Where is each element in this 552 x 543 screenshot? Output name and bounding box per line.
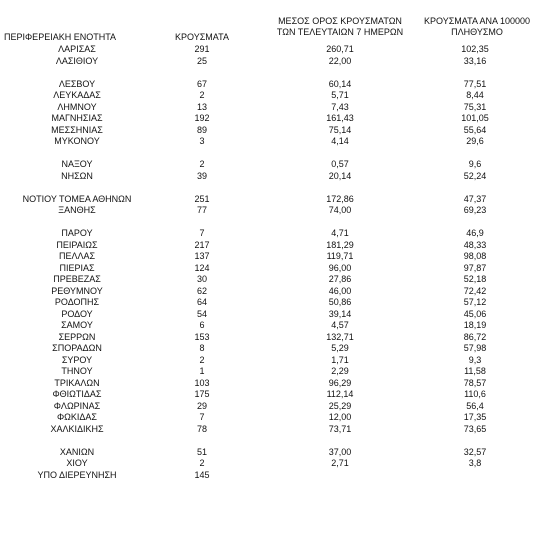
cases-cell: 64 [196, 297, 207, 307]
per-100k-cell: 3,8 [468, 458, 482, 468]
header-seven-day-average [270, 16, 410, 38]
header-avg-line1: ΜΕΣΟΣ ΟΡΟΣ ΚΡΟΥΣΜΑΤΩΝ [278, 16, 402, 26]
average-cell: 161,43 [326, 113, 354, 123]
table-row [0, 286, 552, 298]
cases-cell: 2 [199, 354, 205, 365]
header-avg-line2: ΤΩΝ ΤΕΛΕΥΤΑΙΩΝ 7 ΗΜΕΡΩΝ [276, 27, 404, 37]
table-row [0, 205, 552, 217]
region-cell: ΣΠΟΡΑΔΩΝ [52, 343, 102, 353]
cases-cell: 251 [194, 193, 210, 204]
average-cell: 75,14 [328, 124, 352, 135]
table-row [0, 240, 552, 252]
per-100k-cell: 78,57 [463, 377, 487, 388]
table-row [0, 251, 552, 263]
table-row [0, 320, 552, 332]
per-100k-cell: 101,05 [461, 113, 489, 123]
cases-cell: 25 [196, 55, 207, 66]
region-cell: ΛΕΣΒΟΥ [58, 78, 96, 89]
cases-cell: 291 [194, 44, 210, 54]
average-cell: 12,00 [328, 412, 352, 422]
region-cell: ΦΛΩΡΙΝΑΣ [53, 400, 101, 411]
average-cell: 5,29 [331, 343, 349, 353]
average-cell: 119,71 [326, 251, 354, 261]
cases-cell: 124 [194, 262, 210, 273]
table-row [0, 113, 552, 125]
average-cell: 172,86 [326, 193, 354, 204]
table-row [0, 44, 552, 56]
table-row [0, 56, 552, 68]
cases-cell: 2 [199, 90, 205, 100]
region-cell: ΣΕΡΡΩΝ [58, 331, 96, 342]
per-100k-cell: 46,9 [466, 228, 484, 238]
per-100k-cell: 18,19 [463, 320, 487, 330]
average-cell: 7,43 [331, 101, 349, 112]
table-row [0, 228, 552, 240]
per-100k-cell: 9,3 [468, 354, 482, 365]
region-cell: ΛΑΣΙΘΙΟΥ [55, 55, 99, 66]
table-row [0, 389, 552, 401]
region-cell: ΣΥΡΟΥ [61, 354, 93, 365]
per-100k-cell: 29,6 [466, 136, 484, 146]
table-row [0, 171, 552, 183]
table-row [0, 412, 552, 424]
cases-cell: 7 [199, 228, 205, 238]
table-row [0, 263, 552, 275]
per-100k-cell: 8,44 [466, 90, 484, 100]
per-100k-cell: 57,98 [463, 343, 487, 353]
per-100k-cell: 33,16 [463, 55, 487, 66]
cases-cell: 7 [199, 412, 205, 422]
table-row [0, 136, 552, 148]
cases-cell: 103 [194, 377, 210, 388]
average-cell: 39,14 [328, 308, 352, 319]
cases-cell: 1 [199, 366, 205, 376]
region-cell: ΠΕΛΛΑΣ [58, 251, 96, 261]
region-cell: ΧΑΛΚΙΔΙΚΗΣ [50, 423, 104, 434]
per-100k-cell: 56,4 [466, 400, 484, 411]
table-row [0, 309, 552, 321]
cases-cell: 30 [196, 274, 207, 284]
row-spacer [0, 217, 552, 229]
average-cell: 260,71 [326, 44, 354, 54]
row-spacer [0, 182, 552, 194]
per-100k-cell: 55,64 [463, 124, 487, 135]
table-row [0, 274, 552, 286]
cases-cell: 2 [199, 159, 205, 169]
average-cell: 22,00 [328, 55, 352, 66]
table-row [0, 102, 552, 114]
per-100k-cell: 69,23 [463, 205, 487, 215]
average-cell: 4,14 [331, 136, 349, 146]
average-cell: 112,14 [326, 389, 354, 399]
average-cell: 181,29 [326, 239, 354, 250]
per-100k-cell: 77,51 [463, 78, 487, 89]
average-cell: 4,57 [331, 320, 349, 330]
per-100k-cell: 57,12 [463, 297, 487, 307]
average-cell: 73,71 [328, 423, 352, 434]
average-cell: 74,00 [328, 205, 352, 215]
region-cell: ΞΑΝΘΗΣ [58, 205, 96, 215]
header-per-line2: ΠΛΗΘΥΣΜΟ [451, 27, 503, 37]
table-row [0, 447, 552, 459]
region-cell: ΡΟΔΟΠΗΣ [54, 297, 100, 307]
per-100k-cell: 73,65 [463, 423, 487, 434]
average-cell: 96,29 [328, 377, 352, 388]
per-100k-cell: 47,37 [463, 193, 487, 204]
per-100k-cell: 52,24 [463, 170, 487, 181]
per-100k-cell: 17,35 [463, 412, 487, 422]
per-100k-cell: 72,42 [463, 285, 487, 296]
cases-cell: 3 [199, 136, 205, 146]
average-cell: 132,71 [326, 331, 354, 342]
header-per-line1: ΚΡΟΥΣΜΑΤΑ ΑΝΑ 100000 [424, 16, 530, 26]
region-cell: ΝΑΞΟΥ [61, 159, 93, 169]
average-cell: 60,14 [328, 78, 352, 89]
cases-cell: 13 [196, 101, 207, 112]
average-cell: 2,29 [331, 366, 349, 376]
region-cell: ΣΑΜΟΥ [61, 320, 93, 330]
cases-cell: 192 [194, 113, 210, 123]
average-cell: 0,57 [331, 159, 349, 169]
per-100k-cell: 110,6 [464, 389, 486, 399]
per-100k-cell: 75,31 [463, 101, 487, 112]
table-row [0, 343, 552, 355]
per-100k-cell: 45,06 [463, 308, 487, 319]
region-cell: ΥΠΟ ΔΙΕΡΕΥΝΗΣΗ [37, 469, 117, 480]
cases-cell: 39 [196, 170, 207, 181]
region-cell: ΦΘΙΩΤΙΔΑΣ [52, 389, 102, 399]
per-100k-cell: 32,57 [463, 446, 487, 457]
region-cell: ΧΑΝΙΩΝ [59, 446, 95, 457]
per-100k-cell: 98,08 [463, 251, 487, 261]
table-row [0, 401, 552, 413]
table-row [0, 458, 552, 470]
region-cell: ΧΙΟΥ [66, 458, 88, 468]
header-cases: ΚΡΟΥΣΜΑΤΑ [175, 32, 229, 42]
region-cell: ΠΡΕΒΕΖΑΣ [53, 274, 101, 284]
per-100k-cell: 9,6 [468, 159, 482, 169]
table-body [0, 44, 552, 481]
table-row [0, 470, 552, 482]
cases-cell: 153 [194, 331, 210, 342]
cases-cell: 54 [196, 308, 207, 319]
average-cell: 50,86 [328, 297, 352, 307]
region-cell: ΛΕΥΚΑΔΑΣ [53, 90, 101, 100]
row-spacer [0, 148, 552, 160]
table-row [0, 194, 552, 206]
region-cell: ΝΗΣΩΝ [61, 170, 93, 181]
cases-cell: 8 [199, 343, 205, 353]
average-cell: 4,71 [331, 228, 349, 238]
cases-cell: 217 [194, 239, 210, 250]
per-100k-cell: 11,58 [464, 366, 486, 376]
header-region: ΠΕΡΙΦΕΡΕΙΑΚΗ ΕΝΟΤΗΤΑ [4, 32, 117, 42]
table-row [0, 355, 552, 367]
per-100k-cell: 86,72 [463, 331, 487, 342]
cases-cell: 2 [199, 458, 205, 468]
table-row [0, 159, 552, 171]
average-cell: 20,14 [328, 170, 352, 181]
region-cell: ΠΑΡΟΥ [61, 228, 93, 238]
table-row [0, 125, 552, 137]
per-100k-cell: 97,87 [463, 262, 487, 273]
average-cell: 1,71 [331, 354, 349, 365]
average-cell: 46,00 [328, 285, 352, 296]
cases-cell: 78 [196, 423, 207, 434]
table-row [0, 366, 552, 378]
table-row [0, 332, 552, 344]
per-100k-cell: 48,33 [463, 239, 487, 250]
region-cell: ΤΗΝΟΥ [61, 366, 93, 376]
table-row [0, 378, 552, 390]
cases-cell: 77 [196, 205, 207, 215]
cases-cell: 89 [196, 124, 207, 135]
header-cases-per-100k [410, 16, 544, 38]
cases-cell: 145 [194, 469, 210, 480]
row-spacer [0, 435, 552, 447]
region-cell: ΝΟΤΙΟΥ ΤΟΜΕΑ ΑΘΗΝΩΝ [22, 193, 132, 204]
row-spacer [0, 67, 552, 79]
per-100k-cell: 52,18 [463, 274, 487, 284]
average-cell: 96,00 [328, 262, 352, 273]
region-cell: ΛΗΜΝΟΥ [57, 101, 97, 112]
table-row [0, 79, 552, 91]
average-cell: 25,29 [328, 400, 352, 411]
region-cell: ΠΙΕΡΙΑΣ [59, 262, 95, 273]
table-row [0, 424, 552, 436]
cases-cell: 175 [194, 389, 210, 399]
region-cell: ΤΡΙΚΑΛΩΝ [54, 377, 100, 388]
average-cell: 5,71 [331, 90, 349, 100]
region-cell: ΡΕΘΥΜΝΟΥ [51, 285, 103, 296]
cases-cell: 67 [196, 78, 207, 89]
average-cell: 37,00 [328, 446, 352, 457]
cases-cell: 29 [196, 400, 207, 411]
average-cell: 2,71 [331, 458, 349, 468]
cases-cell: 62 [196, 285, 207, 296]
table-row [0, 297, 552, 309]
region-cell: ΦΩΚΙΔΑΣ [57, 412, 97, 422]
per-100k-cell: 102,35 [461, 44, 489, 54]
region-cell: ΠΕΙΡΑΙΩΣ [56, 239, 98, 250]
region-cell: ΡΟΔΟΥ [61, 308, 93, 319]
table-row [0, 90, 552, 102]
region-cell: ΜΕΣΣΗΝΙΑΣ [51, 124, 103, 135]
cases-cell: 6 [199, 320, 205, 330]
cases-cell: 137 [194, 251, 210, 261]
average-cell: 27,86 [328, 274, 352, 284]
region-cell: ΜΑΓΝΗΣΙΑΣ [51, 113, 103, 123]
region-cell: ΛΑΡΙΣΑΣ [58, 44, 96, 54]
region-cell: ΜΥΚΟΝΟΥ [54, 136, 100, 146]
cases-cell: 51 [196, 446, 207, 457]
